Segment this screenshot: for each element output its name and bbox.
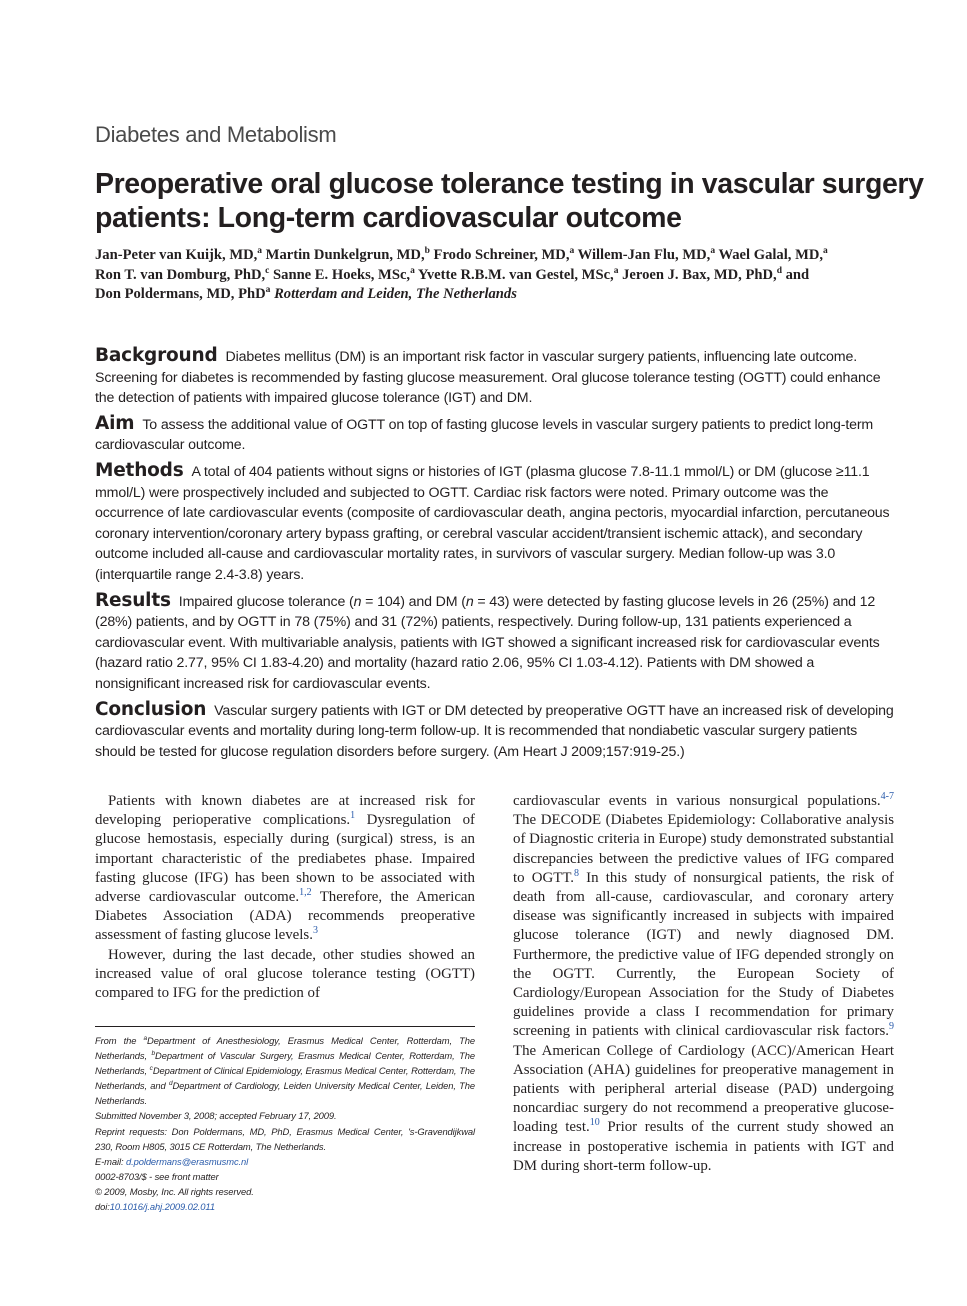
reference-link[interactable]: 10 [589,1117,600,1129]
abstract-n-symbol: n [465,593,474,610]
affiliation-mark: a [710,246,716,257]
affiliation-mark: a [823,246,828,257]
abstract-n-symbol: n [353,593,362,610]
affiliation-mark: b [424,246,430,257]
author-line-1 [95,246,935,266]
abstract-methods [95,461,895,586]
doi-link[interactable]: 10.1016/j.ahj.2009.02.011 [109,1201,215,1213]
affiliation-mark: c [265,265,270,276]
submission-dates: Submitted November 3, 2008; accepted February 17, 2009. [95,1110,337,1122]
abstract-text: To assess the additional value of OGTT on top of fasting glucose levels in vascular surgery patients to predict long-term cardiovascular outcome. [95,416,874,454]
body-text: Patients with known diabetes are at increased risk for developing perioperative complications. [95,793,475,829]
abstract-background [95,346,895,409]
body-text: The DECODE (Diabetes Epidemiology: Collaborative analysis of Diagnostic criteria in Europe) study demonstrated substantial discrepancies between the predictive values of IFG compared to OGTT. [513,812,894,886]
article-title: Preoperative oral glucose tolerance testing in vascular surgery patients: Long-term cardiovascular outcome [95,168,924,234]
affiliation-mark: a [265,285,271,296]
reference-link[interactable]: 1 [350,810,356,822]
body-paragraph [513,792,894,1176]
doi-line [95,1199,475,1214]
reprint-requests: Reprint requests: Don Poldermans, MD, PhD, Erasmus Medical Center, 's-Gravendijkwal 230, Room H805, 3015 CE Rotterdam, The Netherlands. [95,1125,475,1152]
author-line-2 [95,266,935,286]
section-label: Diabetes and Metabolism [95,122,337,147]
abstract-heading: Conclusion [95,698,207,720]
abstract-conclusion [95,700,895,763]
abstract-text: = 43) were detected by fasting glucose levels in 26 (25%) and 12 (28%) patients, and by OGTT in 78 (75%) and 31 (72%) patients, respectively. During follow-up, 131 patients experienced a cardiovascular event. With multivariable analysis, patients with IGT showed a significant increased risk for cardiovascular events (hazard ratio 2.77, 95% CI 1.83-4.20) and mortality (hazard ratio 2.06, 95% CI 1.03-4.12). Patients with DM showed a nonsignificant increased risk for cardiovascular events. [95,593,880,692]
body-text: The American College of Cardiology (ACC)/American Heart Association (AHA) guidelines for preoperative management in patients with peripheral arterial disease (PAD) undergoing noncardiac surgery do not recommend a preoperative glucose-loading test. [513,1042,894,1136]
affiliation-mark: c [149,1065,153,1073]
author-name: Frodo Schreiner, MD, [429,247,570,263]
footnote-text: Department of Vascular Surgery, Erasmus Medical Center, Rotterdam, The Netherlands, [95,1050,475,1077]
copyright-line: © 2009, Mosby, Inc. All rights reserved. [95,1185,254,1197]
author-name: Sanne E. Hoeks, MSc, [269,266,411,283]
abstract-text: Vascular surgery patients with IGT or DM detected by preoperative OGTT have an increased risk of developing cardiovascular events and mortality during long-term follow-up. It is recommended that nondiabetic vascular surgery patients should be tested for glucose regulation disorders before surgery. (Am Heart J 2009;157:919-25.) [95,702,894,760]
body-paragraph [95,792,475,946]
body-column-left [95,792,475,1003]
abstract-text: Impaired glucose tolerance ( [178,593,354,610]
reference-link[interactable]: 3 [312,925,318,937]
body-text: Therefore, the American Diabetes Association (ADA) recommends preoperative assessment of fasting glucose levels. [95,889,475,944]
affiliation-mark: a [410,265,415,276]
affiliation-mark: d [168,1080,173,1088]
abstract-text: Diabetes mellitus (DM) is an important risk factor in vascular surgery patients, influencing late outcome. Screening for diabetes is recommended by fasting glucose measurement. Oral glucose tolerance testing (OGTT) could enhance the detection of patients with impaired glucose tolerance (IGT) and DM. [95,349,881,407]
abstract-results [95,591,895,695]
author-conjunction: and [781,266,810,283]
footnotes [95,1033,475,1214]
author-name: Willem-Jan Flu, MD, [574,247,711,263]
reference-link[interactable]: 1,2 [299,887,312,899]
footnote-text: From the [95,1035,144,1046]
affiliations [95,1033,475,1108]
author-name: Don Poldermans, MD, PhD [95,286,266,302]
abstract [95,346,895,767]
email-link[interactable]: d.poldermans@erasmusmc.nl [125,1155,249,1167]
affiliation-mark: a [257,246,263,257]
affiliation-mark: d [776,265,782,276]
author-name: Ron T. van Domburg, PhD, [95,266,266,283]
author-name: Wael Galal, MD, [715,247,824,263]
affiliation-mark: b [151,1049,156,1057]
footnote-text: Department of Anesthesiology, Erasmus Medical Center, Rotterdam, The Netherlands, [95,1035,475,1062]
issn-line: 0002-8703/$ - see front matter [95,1170,219,1182]
affiliation-mark: a [613,265,619,276]
body-text: In this study of nonsurgical patients, the risk of death from all-cause, cardiovascular, and coronary artery disease was significantly increased in subjects with impaired glucose tolerance (IGT) and newly diagnosed DM. Furthermore, the predictive value of IFG depended strongly on the OGTT. Currently, the European Society of Cardiology/European Association for the Study of Diabetes guidelines provide a class I recommendation for primary screening in patients with clinical cardiovascular risk factors. [513,869,894,1040]
author-name: Jan-Peter van Kuijk, MD, [95,247,258,263]
abstract-aim [95,414,895,456]
author-line-3 [95,285,935,305]
footnote-divider [95,1026,475,1027]
body-column-right [513,792,894,1176]
footnote-text: Department of Clinical Epidemiology, Erasmus Medical Center, Rotterdam, The Netherlands, and [95,1065,475,1092]
email-line [95,1154,475,1169]
reference-link[interactable]: 9 [889,1021,894,1033]
affiliation-mark: a [143,1034,148,1042]
author-name: Jeroen J. Bax, MD, PhD, [618,266,777,283]
abstract-text: = 104) and DM ( [361,593,466,610]
author-list [95,246,935,305]
footnote-text: Department of Cardiology, Leiden University Medical Center, Leiden, The Netherlands. [95,1080,476,1107]
abstract-heading: Results [95,589,171,611]
author-name: Martin Dunkelgrun, MD, [262,247,425,263]
abstract-heading: Methods [95,459,184,481]
abstract-text: A total of 404 patients without signs or histories of IGT (plasma glucose 7.8-11.1 mmol/L) or DM (glucose ≥11.1 mmol/L) were prospectively included and subjected to OGTT. Cardiac risk factors were noted. Primary outcome was the occurrence of late cardiovascular events (composite of cardiovascular death, angina pectoris, myocardial infarction, percutaneous coronary intervention/coronary artery bypass grafting, or cerebral vascular accident/transient ischemic attack), and secondary outcome included all-cause and cardiovascular mortality rates, in survivors of vascular surgery. Median follow-up was 3.0 (interquartile range 2.4-3.8) years. [95,463,890,583]
abstract-heading: Background [95,345,218,366]
author-location: Rotterdam and Leiden, The Netherlands [270,286,517,302]
body-paragraph: However, during the last decade, other studies showed an increased value of oral glucose tolerance testing (OGTT) compared to IFG for the prediction of [95,946,475,1002]
body-text: cardiovascular events in various nonsurgical populations. [513,793,881,809]
affiliation-mark: a [569,246,575,257]
doi-label: doi: [95,1201,110,1213]
reference-link[interactable]: 8 [574,867,580,879]
abstract-heading: Aim [95,412,135,434]
body-text: Prior results of the current study showed an increase in postoperative ischemia in patients with IGT and DM during short-term follow-up. [513,1119,894,1174]
reference-link[interactable]: 4-7 [880,791,894,803]
body-text: Dysregulation of glucose hemostasis, especially during (surgical) stress, is an important characteristic of the prediabetes phase. Impaired fasting glucose (IFG) has been shown to be associated with adverse cardiovascular outcome. [95,812,475,906]
email-label: E-mail: [95,1155,126,1167]
author-name: Yvette R.B.M. van Gestel, MSc, [414,266,614,283]
